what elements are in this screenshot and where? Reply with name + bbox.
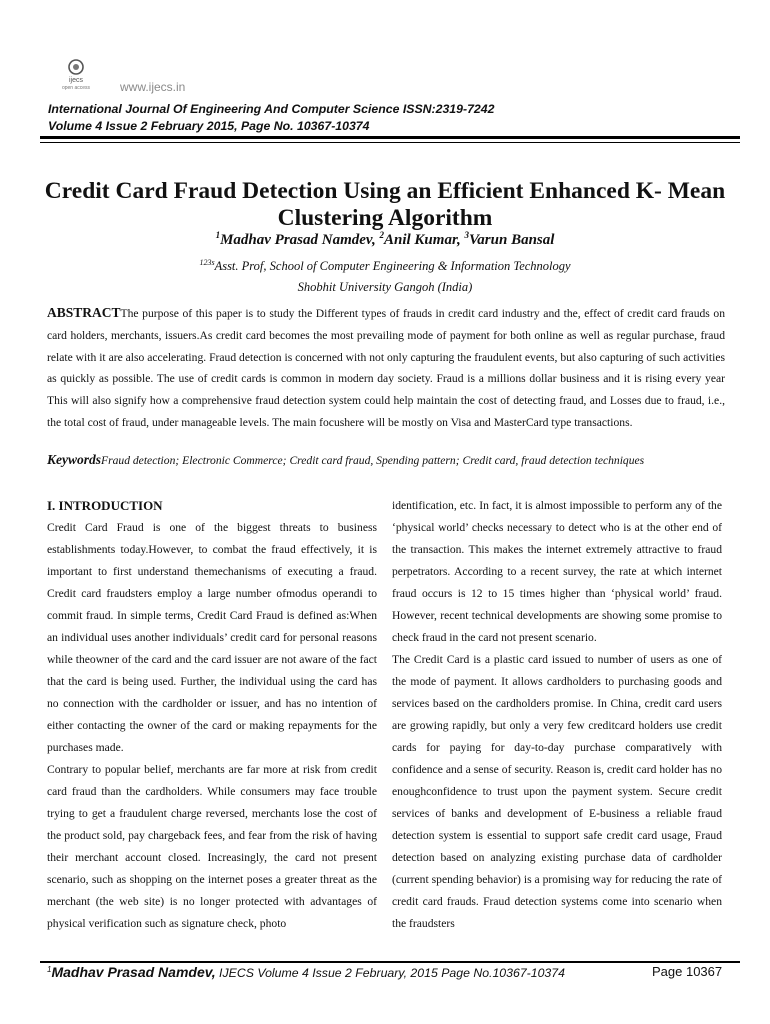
page-number: Page 10367	[652, 964, 723, 979]
footer-citation	[47, 964, 565, 980]
header-rule-thin	[40, 142, 740, 143]
keywords-heading: Keywords	[47, 452, 101, 467]
journal-website[interactable]: www.ijecs.in	[120, 80, 186, 94]
paragraph: Credit Card Fraud is one of the biggest threats to business establishments today.However, to combat the fraud effectively, it is important to first understand themechanisms of executing a fraud. Credit card fraudsters employ a large number ofmodus operandi to commit fraud. In simple terms, Credit Card Fraud is defined as:When an individual uses another individuals’ credit card for personal reasons while theowner of the card and the card issuer are not aware of the fact that the card is being used. Further, the individual using the card has no connection with the cardholder or issuer, and has no intention of either contacting the owner of the card or making repayments for the purchases made.	[47, 521, 377, 754]
paragraph: The Credit Card is a plastic card issued to number of users as one of the mode of payment. It allows cardholders to purchasing goods and services based on the cardholders promise. In China, credit card users are growing rapidly, but only a very few creditcard holders use credit cards for paying for day-to-day purchase comparatively with confidence and a sense of security. Reason is, credit card holder has no enoughconfidence to trust upon the payment system. Secure credit services of banks and development of E-business a reliable fraud detection system is essential to support safe credit card usage, Fraud detection based on analyzing existing purchase data of cardholder (current spending behavior) is a promising way for reducing the rate of credit card frauds. Fraud detection systems come into scenario when the fraudsters	[392, 653, 722, 930]
paragraph: Contrary to popular belief, merchants are far more at risk from credit card fraud than the cardholders. While consumers may face trouble trying to get a fraudulent charge reversed, merchants lose the cost of the product sold, pay chargeback fees, and fear from the risk of having their merchant account closed. Increasingly, the card not present scenario, such as shopping on the internet poses a greater threat as the merchant (the web site) is no longer protected with advantages of physical verification such as signature check, photo	[47, 763, 377, 930]
author-3-name: Varun Bansal	[468, 232, 555, 248]
footer-author: Madhav Prasad Namdev,	[51, 964, 216, 980]
keywords-text: Fraud detection; Electronic Commerce; Credit card fraud, Spending pattern; Credit card, fraud detection techniques	[101, 454, 645, 467]
journal-header	[48, 101, 494, 135]
journal-line-2: Volume 4 Issue 2 February 2015, Page No. 10367-10374	[48, 119, 370, 133]
journal-line-1: International Journal Of Engineering And Computer Science ISSN:2319-7242	[48, 102, 495, 116]
abstract	[47, 302, 725, 434]
paper-title: Credit Card Fraud Detection Using an Efficient Enhanced K- Mean Clustering Algorithm	[44, 178, 726, 231]
logo-subtext: open access	[61, 85, 91, 90]
author-2-sup: 2	[379, 230, 384, 240]
author-1-name: Madhav Prasad Namdev,	[220, 232, 376, 248]
footer-citation-text: IJECS Volume 4 Issue 2 February, 2015 Page No.10367-10374	[215, 966, 565, 980]
abstract-heading: ABSTRACT	[47, 305, 121, 320]
section-heading-introduction: I. INTRODUCTION	[47, 498, 163, 513]
right-column	[392, 495, 722, 935]
footer-sup: 1	[47, 964, 52, 974]
footer-rule	[40, 961, 740, 963]
logo-text: ijecs	[68, 77, 84, 84]
affiliation-sup: 123s	[199, 258, 215, 267]
author-list	[40, 230, 730, 249]
affiliation	[40, 258, 730, 274]
abstract-text: The purpose of this paper is to study the Different types of frauds in credit card industry and the, effect of credit card frauds on card holders, merchants, issuers.As credit card becomes the most prevailing mode of payment for both online as well as regular purchase, fraud relate with it are also accelerating. Fraud detection is concerned with not only capturing the fraudulent events, but also capturing of such activities as quickly as possible. The use of credit cards is common in modern day society. Fraud is a millions dollar business and it is rising every year This will also signify how a comprehensive fraud detection system could help maintain the cost of detecting fraud, and Losses due to fraud, i.e., the total cost of fraud, under manageable levels. The main focushere will be mostly on Visa and MasterCard type transactions.	[47, 307, 725, 429]
author-1-sup: 1	[215, 230, 221, 240]
affiliation-text: Asst. Prof, School of Computer Engineering & Information Technology	[214, 259, 571, 274]
paragraph: identification, etc. In fact, it is almost impossible to perform any of the ‘physical world’ checks necessary to detect who is at the other end of the transaction. This makes the internet extremely attractive to fraud perpetrators. According to a recent survey, the rate at which internet fraud occurs is 12 to 15 times higher than ‘physical world’ fraud. However, recent technical developments are showing some promise to check fraud in the card not present scenario.	[392, 499, 722, 644]
keywords	[47, 452, 737, 468]
author-2-name: Anil Kumar,	[384, 232, 461, 248]
author-3-sup: 3	[464, 230, 469, 240]
ijecs-logo	[56, 58, 106, 90]
header-rule-thick	[40, 136, 740, 139]
left-column	[47, 495, 377, 935]
university: Shobhit University Gangoh (India)	[297, 280, 473, 294]
